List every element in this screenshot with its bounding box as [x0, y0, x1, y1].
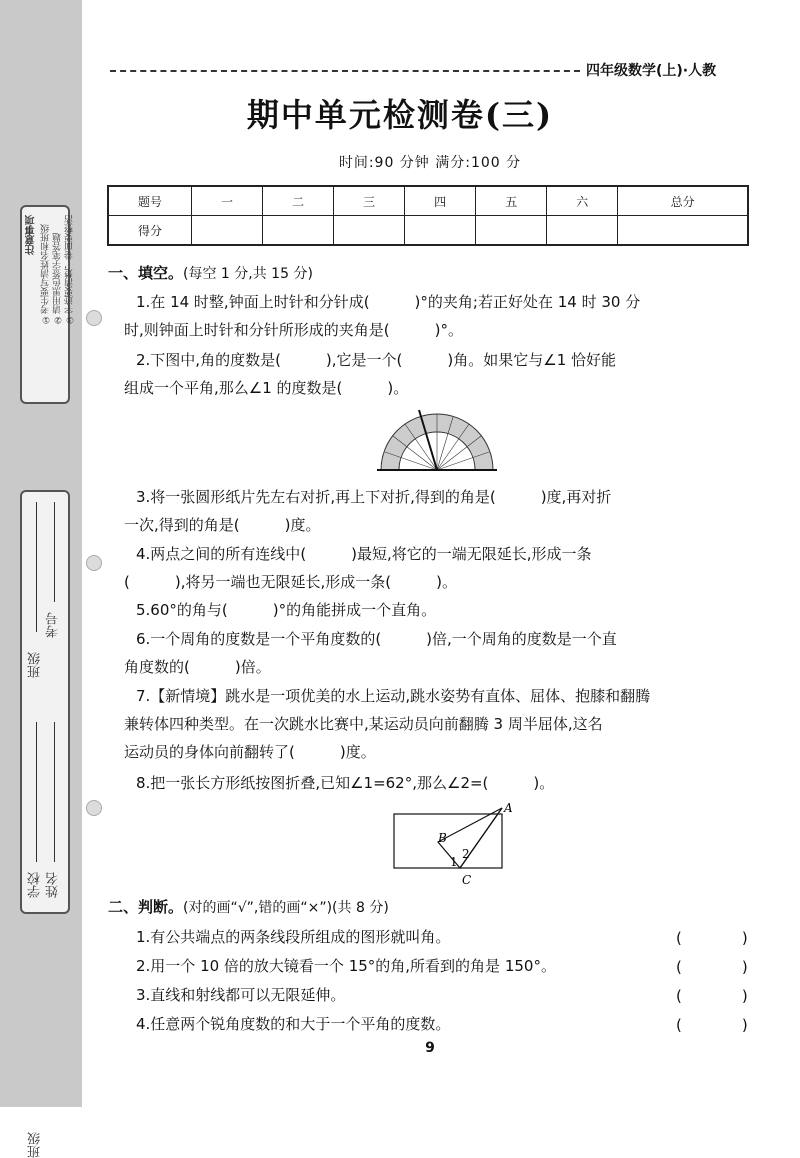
label-angle-1: 1: [450, 855, 458, 869]
score-input-cell[interactable]: [618, 216, 748, 246]
section-2-note: (对的画“√”,错的画“×”)(共 8 分): [183, 900, 389, 916]
question-text: 3.将一张圆形纸片先左右对折,再上下对折,得到的角是( )度,再对折: [136, 488, 612, 506]
question-2: [124, 346, 756, 402]
question-text: 兼转体四种类型。在一次跳水比赛中,某运动员向前翻腾 3 周半屈体,这名: [124, 715, 603, 733]
folded-triangle: [438, 808, 502, 868]
score-input-cell[interactable]: [334, 216, 405, 246]
table-cell: 五: [476, 186, 547, 216]
fold-figure: [388, 800, 518, 888]
table-row: [108, 186, 748, 216]
paper-rectangle: [394, 814, 502, 868]
notice-text: ①考生要写清姓名和班级 ②请用黑色签字笔答题 ③字迹要清楚，卷面要整洁: [41, 215, 75, 324]
judge-item: [136, 923, 756, 951]
score-input-cell[interactable]: [405, 216, 476, 246]
school-field-line[interactable]: [36, 722, 38, 862]
grade-label: 四年级数学(上)·人教: [586, 63, 717, 79]
score-input-cell[interactable]: [192, 216, 263, 246]
section-2-heading: [108, 896, 389, 917]
class-label: 班级: [28, 652, 43, 678]
judge-item: [136, 952, 756, 980]
table-cell: 题号: [108, 186, 192, 216]
section-2-title: 二、判断。: [108, 898, 184, 916]
table-cell: 一: [192, 186, 263, 216]
score-input-cell[interactable]: [547, 216, 618, 246]
label-angle-2: 2: [462, 847, 470, 861]
notice-box: [20, 205, 75, 404]
question-3: [124, 483, 756, 539]
question-6: [124, 625, 756, 681]
header-dashed-line: [110, 70, 580, 72]
table-cell: 六: [547, 186, 618, 216]
binding-hole: [86, 800, 102, 816]
judge-item: [136, 1010, 756, 1038]
label-C: C: [462, 873, 472, 887]
name-field-line[interactable]: [54, 722, 56, 862]
table-cell: 二: [263, 186, 334, 216]
name-label: 姓名: [46, 872, 61, 898]
question-1: [124, 288, 756, 344]
section-1-heading: [108, 262, 313, 283]
answer-paren[interactable]: ( ): [676, 958, 748, 976]
question-text: 6.一个周角的度数是一个平角度数的( )倍,一个周角的度数是一个直: [136, 630, 617, 648]
section-1-note: (每空 1 分,共 15 分): [183, 266, 313, 282]
question-text: 一次,得到的角是( )度。: [124, 516, 321, 534]
score-input-cell[interactable]: [263, 216, 334, 246]
question-text: 角度数的( )倍。: [124, 658, 271, 676]
question-text: 8.把一张长方形纸按图折叠,已知∠1=62°,那么∠2=( )。: [136, 774, 555, 792]
judge-item: [136, 981, 756, 1009]
class-field-label: 班级: [28, 1132, 43, 1158]
answer-paren[interactable]: ( ): [676, 929, 748, 947]
judge-text: 3.直线和射线都可以无限延伸。: [136, 986, 346, 1004]
page-title: 期中单元检测卷(三): [246, 96, 554, 134]
question-text: 5.60°的角与( )°的角能拼成一个直角。: [136, 601, 437, 619]
question-text: 组成一个平角,那么∠1 的度数是( )。: [124, 379, 409, 397]
table-cell: 总分: [618, 186, 748, 216]
student-info-box: [20, 490, 70, 1158]
judge-text: 2.用一个 10 倍的放大镜看一个 15°的角,所看到的角是 150°。: [136, 957, 556, 975]
label-A: A: [504, 801, 513, 815]
question-text: 时,则钟面上时针和分针所形成的夹角是( )°。: [124, 321, 463, 339]
judge-text: 1.有公共端点的两条线段所组成的图形就叫角。: [136, 928, 451, 946]
table-cell: 三: [334, 186, 405, 216]
notice-label: 注意事项: [26, 215, 37, 255]
question-5: [136, 596, 756, 624]
binding-hole: [86, 310, 102, 326]
school-label: 学校: [28, 872, 43, 898]
judge-text: 4.任意两个锐角度数的和大于一个平角的度数。: [136, 1015, 451, 1033]
question-text: ( ),将另一端也无限延长,形成一条( )。: [124, 573, 457, 591]
exam-no-label: 考号: [46, 612, 61, 638]
protractor-figure: [375, 408, 499, 476]
table-cell: 得分: [108, 216, 192, 246]
question-7: [124, 682, 756, 766]
answer-paren[interactable]: ( ): [676, 987, 748, 1005]
exam-info: 时间:90 分钟 满分:100 分: [338, 155, 522, 171]
table-cell: 四: [405, 186, 476, 216]
table-row: [108, 216, 748, 246]
question-8: [136, 769, 756, 797]
class-field-line[interactable]: [36, 502, 38, 632]
answer-paren[interactable]: ( ): [676, 1016, 748, 1034]
score-input-cell[interactable]: [476, 216, 547, 246]
question-text: 运动员的身体向前翻转了( )度。: [124, 743, 376, 761]
question-text: 7.【新情境】跳水是一项优美的水上运动,跳水姿势有直体、屈体、抱膝和翻腾: [136, 687, 651, 705]
section-1-title: 一、填空。: [108, 264, 184, 282]
question-text: 2.下图中,角的度数是( ),它是一个( )角。如果它与∠1 恰好能: [136, 351, 617, 369]
question-text: 1.在 14 时整,钟面上时针和分针成( )°的夹角;若正好处在 14 时 30 分: [136, 293, 641, 311]
page-number: 9: [425, 1040, 435, 1056]
question-4: [124, 540, 756, 596]
exam-no-field-line[interactable]: [54, 502, 56, 602]
label-B: B: [438, 831, 447, 845]
score-table: [107, 185, 749, 246]
question-text: 4.两点之间的所有连线中( )最短,将它的一端无限延长,形成一条: [136, 545, 592, 563]
binding-hole: [86, 555, 102, 571]
